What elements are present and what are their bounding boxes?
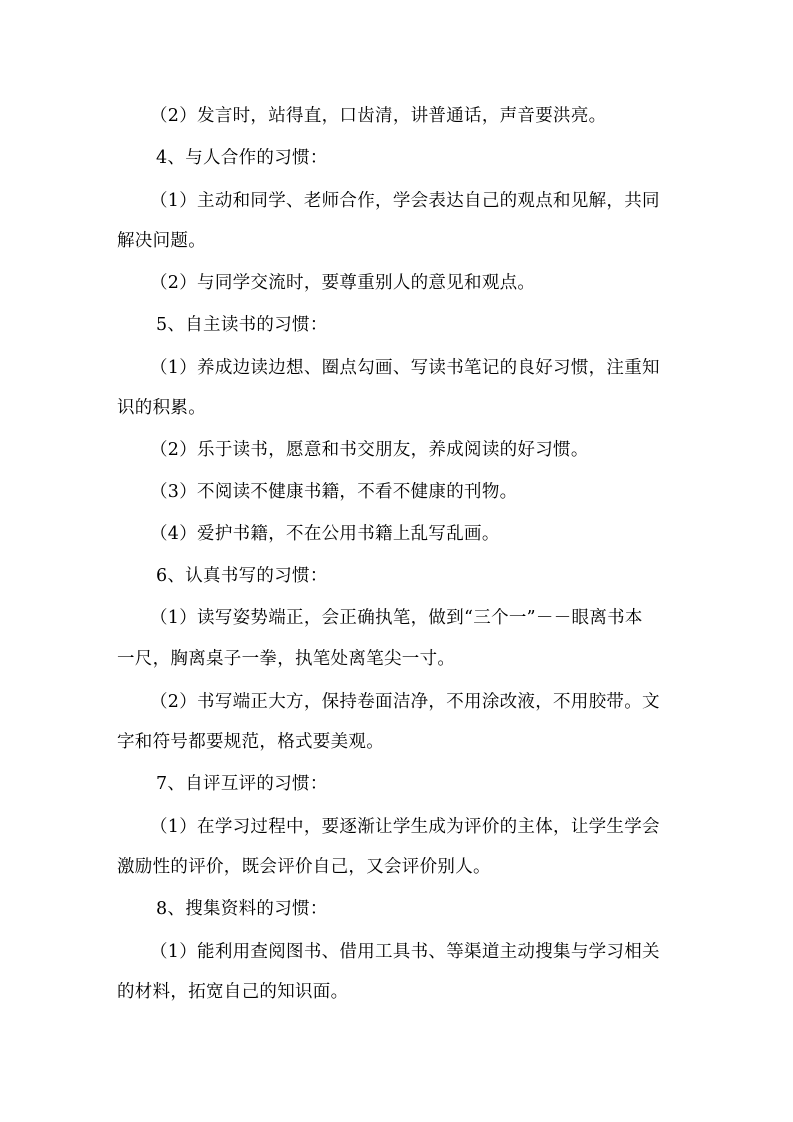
paragraph-line: 识的积累。 xyxy=(117,398,206,418)
paragraph-line: 激励性的评价，既会评价自己，又会评价别人。 xyxy=(117,857,491,877)
paragraph-line: （3）不阅读不健康书籍，不看不健康的刊物。 xyxy=(150,482,518,502)
paragraph-line: 一尺，胸离桌子一拳，执笔处离笔尖一寸。 xyxy=(117,649,456,669)
paragraph-line: 的材料，拓宽自己的知识面。 xyxy=(117,982,349,1002)
section-heading: 6、认真书写的习惯： xyxy=(156,566,328,586)
paragraph-line: （1）在学习过程中，要逐渐让学生成为评价的主体，让学生学会 xyxy=(150,817,660,837)
paragraph-line: （1）能利用查阅图书、借用工具书、等渠道主动搜集与学习相关 xyxy=(150,942,660,962)
paragraph-line: （1）养成边读边想、圈点勾画、写读书笔记的良好习惯，注重知 xyxy=(150,358,660,378)
paragraph-line: （2）书写端正大方，保持卷面洁净，不用涂改液，不用胶带。文 xyxy=(150,692,660,712)
paragraph-line: （2）与同学交流时，要尊重别人的意见和观点。 xyxy=(150,273,536,293)
section-heading: 4、与人合作的习惯： xyxy=(156,148,328,168)
paragraph-line: （1）读写姿势端正，会正确执笔，做到“三个一”－－眼离书本 xyxy=(150,608,643,628)
paragraph-line: （2）发言时，站得直，口齿清，讲普通话，声音要洪亮。 xyxy=(150,106,607,126)
paragraph-line: 字和符号都要规范，格式要美观。 xyxy=(117,732,384,752)
section-heading: 7、自评互评的习惯： xyxy=(156,774,328,794)
section-heading: 8、搜集资料的习惯： xyxy=(156,899,328,919)
paragraph-line: （4）爱护书籍，不在公用书籍上乱写乱画。 xyxy=(150,524,500,544)
paragraph-line: （2）乐于读书，愿意和书交朋友，养成阅读的好习惯。 xyxy=(150,440,589,460)
paragraph-line: （1）主动和同学、老师合作，学会表达自己的观点和见解，共同 xyxy=(150,191,660,211)
paragraph-line: 解决问题。 xyxy=(117,231,206,251)
section-heading: 5、自主读书的习惯： xyxy=(156,315,328,335)
